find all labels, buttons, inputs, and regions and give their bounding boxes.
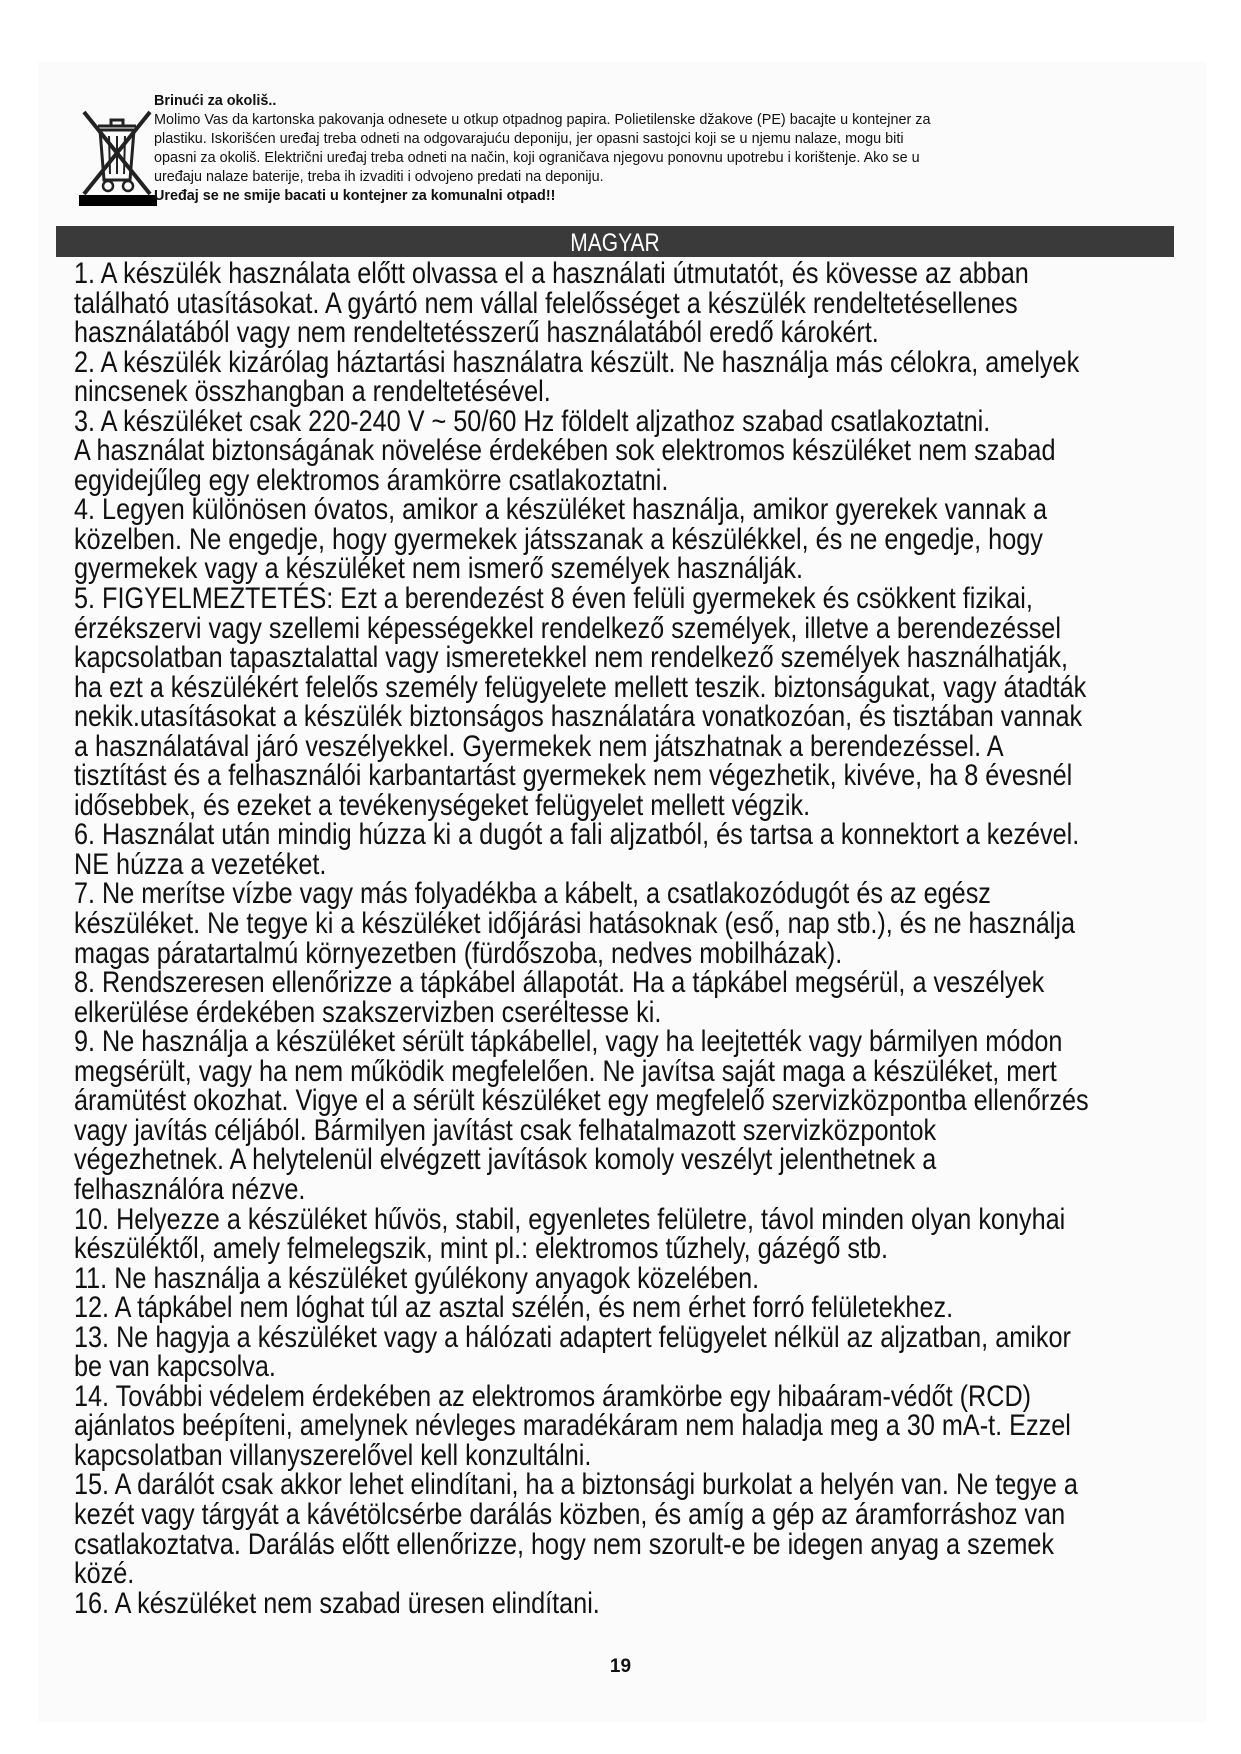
text-line: közé.: [74, 1557, 135, 1591]
text-line: 10. Helyezze a készüléket hűvös, stabil, egyenletes felületre, távol minden olyan konyhai: [74, 1202, 1066, 1236]
text-line: kezét vagy tárgyát a kávétölcsérbe darálás közben, és amíg a gép az áramforráshoz van: [74, 1497, 1066, 1531]
text-line: gyermekek vagy a készüléket nem ismerő személyek használják.: [74, 552, 803, 586]
environment-notice: [154, 92, 1199, 206]
text-line: megsérült, vagy ha nem működik megfelelően. Ne javítsa saját maga a készüléket, mert: [74, 1054, 1057, 1088]
text-line: tisztítást és a felhasználói karbantartást gyermekek nem végezhetik, kivéve, ha 8 évesnél: [74, 759, 1073, 793]
text-line: a használatával járó veszélyekkel. Gyermekek nem játszhatnak a berendezéssel. A: [74, 729, 1004, 763]
text-line: felhasználóra nézve.: [74, 1172, 306, 1206]
text-line: nincsenek összhangban a rendeltetésével.: [74, 375, 551, 409]
text-line: 5. FIGYELMEZTETÉS: Ezt a berendezést 8 éven felüli gyermekek és csökkent fizikai,: [74, 582, 1033, 616]
environment-warning: Uređaj se ne smije bacati u kontejner za komunalni otpad!!: [154, 188, 556, 204]
text-line: elkerülése érdekében szakszervizben cseréltesse ki.: [74, 995, 662, 1029]
text-line: ajánlatos beépíteni, amelynek névleges maradékáram nem haladja meg a 30 mA-t. Ezzel: [74, 1409, 1071, 1443]
text-line: 4. Legyen különösen óvatos, amikor a készüléket használja, amikor gyerekek vannak a: [74, 493, 1048, 527]
text-line: végezhetnek. A helytelenül elvégzett javítások komoly veszélyt jelenthetnek a: [74, 1143, 937, 1177]
text-line: érzékszervi vagy szellemi képességekkel rendelkező személyek, illetve a berendezéssel: [74, 611, 1061, 645]
text-line: 7. Ne merítse vízbe vagy más folyadékba a kábelt, a csatlakozódugót és az egész: [74, 877, 991, 911]
page-number: 19: [609, 1656, 632, 1677]
text-line: idősebbek, és ezeket a tevékenységeket felügyelet mellett végzik.: [74, 788, 811, 822]
text-line: 15. A darálót csak akkor lehet elindítani, ha a biztonsági burkolat a helyén van. Ne tegye a: [74, 1468, 1078, 1502]
text-line: egyidejűleg egy elektromos áramkörre csatlakoztatni.: [74, 463, 669, 497]
crossed-out-wheelie-bin-icon: [78, 104, 156, 200]
text-line: áramütést okozhat. Vigye el a sérült készüléket egy megfelelő szervizközpontba ellenőrzés: [74, 1084, 1089, 1118]
text-line: készüléktől, amely felmelegszik, mint pl.: elektromos tűzhely, gázégő stb.: [74, 1232, 889, 1266]
text-line: 6. Használat után mindig húzza ki a dugót a fali aljzatból, és tartsa a konnektort a kezével.: [74, 818, 1080, 852]
text-line: található utasításokat. A gyártó nem vállal felelősséget a készülék rendeltetésellenes: [74, 286, 1018, 320]
text-line: 1. A készülék használata előtt olvassa el a használati útmutatót, és kövesse az abban: [74, 257, 1029, 290]
text-line: csatlakoztatva. Darálás előtt ellenőrizze, hogy nem szorult-e be idegen anyag a szemek: [74, 1527, 1055, 1561]
text-line: NE húzza a vezetéket.: [74, 847, 327, 881]
environment-line: Molimo Vas da kartonska pakovanja odnesete u otkup otpadnog papira. Polietilenske džakove (PE) bacajte u kontejner za: [154, 112, 931, 128]
text-line: 9. Ne használja a készüléket sérült tápkábellel, vagy ha leejtették vagy bármilyen módon: [74, 1025, 1063, 1059]
text-line: készüléket. Ne tegye ki a készüléket időjárási hatásoknak (eső, nap stb.), és ne használja: [74, 907, 1076, 941]
text-line: be van kapcsolva.: [74, 1350, 276, 1384]
text-line: 12. A tápkábel nem lóghat túl az asztal szélén, és nem érhet forró felületekhez.: [74, 1291, 954, 1325]
environment-line: plastiku. Iskorišćen uređaj treba odneti na odgovarajuću deponiju, jer opasni sastojci koji se u njemu nalaze, mogu biti: [154, 131, 904, 147]
text-line: 16. A készüléket nem szabad üresen elindítani.: [74, 1586, 600, 1620]
language-label: MAGYAR: [570, 229, 660, 257]
text-line: A használat biztonságának növelése érdekében sok elektromos készüléket nem szabad: [74, 434, 1056, 468]
text-line: 3. A készüléket csak 220-240 V ~ 50/60 Hz földelt aljzathoz szabad csatlakoztatni.: [74, 404, 991, 438]
environment-line: uređaju nalaze baterije, treba ih izvaditi i odvojeno predati na deponiju.: [154, 169, 604, 185]
safety-instructions: [74, 259, 1165, 1618]
language-header-bar: [56, 226, 1174, 257]
text-line: 13. Ne hagyja a készüléket vagy a hálózati adaptert felügyelet nélkül az aljzatban, amikor: [74, 1320, 1071, 1354]
environment-title: Brinući za okoliš..: [154, 93, 277, 109]
text-line: használatából vagy nem rendeltetésszerű használatából eredő károkért.: [74, 316, 879, 350]
environment-line: opasni za okoliš. Električni uređaj treba odneti na način, koji ograničava njegovu ponovnu upotrebu i korištenje. Ako se u: [154, 150, 920, 166]
text-line: vagy javítás céljából. Bármilyen javítást csak felhatalmazott szervizközpontok: [74, 1113, 937, 1147]
text-line: 8. Rendszeresen ellenőrizze a tápkábel állapotát. Ha a tápkábel megsérül, a veszélyek: [74, 966, 1045, 1000]
text-line: 14. További védelem érdekében az elektromos áramkörbe egy hibaáram-védőt (RCD): [74, 1379, 1032, 1413]
text-line: 11. Ne használja a készüléket gyúlékony anyagok közelében.: [74, 1261, 760, 1295]
text-line: 2. A készülék kizárólag háztartási használatra készült. Ne használja más célokra, amelyek: [74, 345, 1080, 379]
text-line: kapcsolatban villanyszerelővel kell konzultálni.: [74, 1438, 592, 1472]
text-line: ha ezt a készülékért felelős személy felügyelete mellett teszik. biztonságukat, vagy átadták: [74, 670, 1087, 704]
text-line: kapcsolatban tapasztalattal vagy ismeretekkel nem rendelkező személyek használhatják,: [74, 641, 1069, 675]
text-line: magas páratartalmú környezetben (fürdőszoba, nedves mobilházak).: [74, 936, 843, 970]
weee-underline-bar: [79, 195, 157, 206]
text-line: nekik.utasításokat a készülék biztonságos használatára vonatkozóan, és tisztában vannak: [74, 700, 1083, 734]
text-line: közelben. Ne engedje, hogy gyermekek játsszanak a készülékkel, és ne engedje, hogy: [74, 522, 1043, 556]
